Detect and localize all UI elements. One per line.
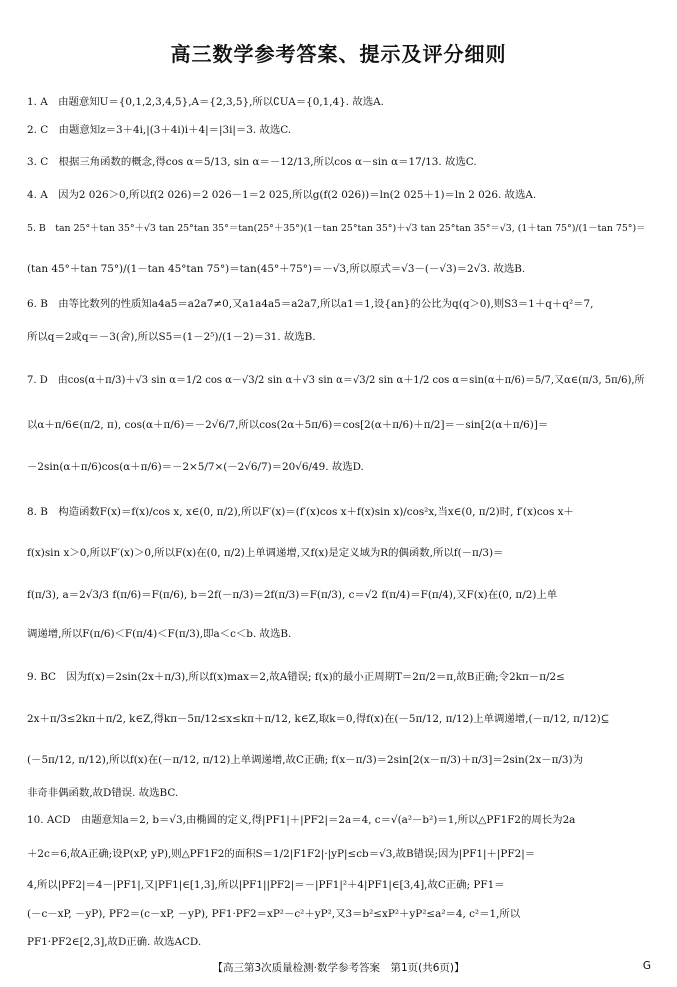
answer-line-q4: 4. A 因为2 026＞0,所以f(2 026)＝2 026－1＝2 025,所以g(f(2 026))＝ln(2 025＋1)＝ln 2 026. 故选A.	[27, 189, 537, 201]
answer-line-q3: 3. C 根据三角函数的概念,得cos α＝5/13, sin α＝－12/13,所以cos α－sin α＝17/13. 故选C.	[27, 156, 477, 168]
answer-line-q1: 1. A 由题意知U＝{0,1,2,3,4,5},A＝{2,3,5},所以∁UA＝{0,1,4}. 故选A.	[27, 96, 384, 108]
answer-line-q2: 2. C 由题意知z＝3＋4i,|(3＋4i)i＋4|＝|3i|＝3. 故选C.	[27, 124, 292, 136]
answer-line-q7-c: －2sin(α＋π/6)cos(α＋π/6)＝－2×5/7×(－2√6/7)＝20√6/49. 故选D.	[27, 461, 364, 473]
answer-line-q10-c: 4,所以|PF2|＝4－|PF1|,又|PF1|∈[1,3],所以|PF1||PF2|＝－|PF1|²＋4|PF1|∈[3,4],故C正确; PF1＝	[27, 879, 505, 891]
answer-line-q8-d: 调递增,所以F(π/6)＜F(π/4)＜F(π/3),即a＜c＜b. 故选B.	[27, 628, 292, 640]
answer-line-q7-b: 以α＋π/6∈(π/2, π), cos(α＋π/6)＝－2√6/7,所以cos(2α＋5π/6)＝cos[2(α＋π/6)＋π/2]＝－sin[2(α＋π/6)]＝	[27, 419, 549, 431]
answer-line-q8-a: 8. B 构造函数F(x)＝f(x)/cos x, x∈(0, π/2),所以F′(x)＝(f′(x)cos x＋f(x)sin x)/cos²x,当x∈(0, π/2)时, f′(x)cos x＋	[27, 506, 574, 518]
answer-line-q7-a: 7. D 由cos(α＋π/3)＋√3 sin α＝1/2 cos α－√3/2 sin α＋√3 sin α＝√3/2 sin α＋1/2 cos α＝sin(α＋π/6)＝5/7,又α∈(π/3, 5π/6),所	[27, 375, 645, 386]
answer-line-q9-a: 9. BC 因为f(x)＝2sin(2x＋π/3),所以f(x)max＝2,故A错误; f(x)的最小正周期T＝2π/2＝π,故B正确;令2kπ－π/2≤	[27, 671, 565, 683]
answer-line-q10-e: PF1·PF2∈[2,3],故D正确. 故选ACD.	[27, 936, 202, 948]
page-title: 高三数学参考答案、提示及评分细则	[170, 42, 507, 66]
answer-line-q5-b: (tan 45°＋tan 75°)/(1－tan 45°tan 75°)＝tan(45°＋75°)＝－√3,所以原式＝√3－(－√3)＝2√3. 故选B.	[27, 263, 526, 275]
answer-line-q8-c: f(π/3), a＝2√3/3 f(π/6)＝F(π/6), b＝2f(－π/3)＝2f(π/3)＝F(π/3), c＝√2 f(π/4)＝F(π/4),又F(x)在(0, π/2)上单	[27, 589, 558, 601]
answer-line-q10-b: ＋2c＝6,故A正确;设P(xP, yP),则△PF1F2的面积S＝1/2|F1F2|·|yP|≤cb＝√3,故B错误;因为|PF1|＋|PF2|＝	[27, 848, 536, 860]
answer-line-q9-b: 2x＋π/3≤2kπ＋π/2, k∈Z,得kπ－5π/12≤x≤kπ＋π/12, k∈Z,取k＝0,得f(x)在(－5π/12, π/12)上单调递增,(－π/12, π/12)⊆	[27, 713, 610, 725]
paper-code: G	[642, 960, 651, 972]
answer-line-q10-d: (－c－xP, －yP), PF2＝(c－xP, －yP), PF1·PF2＝xP²－c²＋yP²,又3＝b²≤xP²＋yP²≤a²＝4, c²＝1,所以	[27, 908, 521, 920]
answer-line-q10-a: 10. ACD 由题意知a＝2, b＝√3,由椭圆的定义,得|PF1|＋|PF2|＝2a＝4, c＝√(a²－b²)＝1,所以△PF1F2的周长为2a	[27, 814, 576, 826]
answer-line-q8-b: f(x)sin x＞0,所以F′(x)＞0,所以F(x)在(0, π/2)上单调递增,又f(x)是定义域为R的偶函数,所以f(－π/3)＝	[27, 547, 504, 559]
answer-line-q9-d: 非奇非偶函数,故D错误. 故选BC.	[27, 787, 179, 799]
answer-line-q6-a: 6. B 由等比数列的性质知a4a5＝a2a7≠0,又a1a4a5＝a2a7,所以a1＝1,设{an}的公比为q(q＞0),则S3＝1＋q＋q²＝7,	[27, 298, 594, 310]
answer-line-q5-a: 5. B tan 25°＋tan 35°＋√3 tan 25°tan 35°＝tan(25°＋35°)(1－tan 25°tan 35°)＋√3 tan 25°tan 35°＝√3, (1＋tan 75°)/(1－tan 75°)＝	[27, 223, 646, 234]
answer-line-q6-b: 所以q＝2或q＝－3(舍),所以S5＝(1－2⁵)/(1－2)＝31. 故选B.	[27, 331, 316, 343]
page-footer: 【高三第3次质量检测·数学参考答案 第1页(共6页)】	[212, 962, 465, 974]
answer-line-q9-c: (－5π/12, π/12),所以f(x)在(－π/12, π/12)上单调递增,故C正确; f(x－π/3)＝2sin[2(x－π/3)＋π/3]＝2sin(2x－π/3)为	[27, 754, 583, 766]
